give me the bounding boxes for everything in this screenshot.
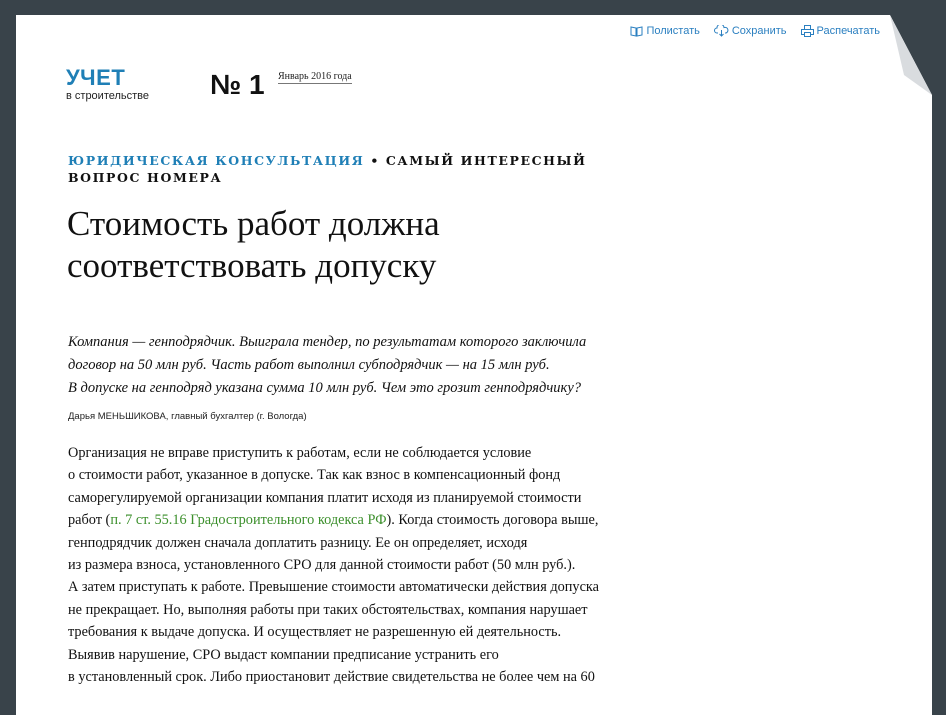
rubric-tag-line-1: САМЫЙ ИНТЕРЕСНЫЙ xyxy=(385,153,587,168)
rubric-tag-line-2: ВОПРОС НОМЕРА xyxy=(68,170,223,185)
browse-label: Полистать xyxy=(646,25,700,37)
cloud-download-icon xyxy=(714,25,729,37)
question-author: Дарья МЕНЬШИКОВА, главный бухгалтер (г. Вологда) xyxy=(68,411,307,422)
printer-icon xyxy=(801,25,814,37)
issue-date-link[interactable]: Январь 2016 года xyxy=(278,71,352,82)
body-line: генподрядчик должен сначала доплатить разницу. Ее он определяет, исходя xyxy=(68,534,528,551)
body-text: работ ( xyxy=(68,512,111,529)
toolbar xyxy=(630,25,880,37)
law-reference-link[interactable]: п. 7 ст. 55.16 Градостроительного кодекса РФ xyxy=(110,512,387,529)
body-line: требования к выдаче допуска. И осуществляет не разрешенную ей деятельность. xyxy=(68,624,562,641)
title-line-1: Стоимость работ должна xyxy=(67,204,440,243)
article-rubric xyxy=(68,152,588,186)
page-curl-corner xyxy=(890,15,932,95)
logo-title: УЧЕТ xyxy=(66,65,126,90)
body-line: Организация не вправе приступить к работам, если не соблюдается условие xyxy=(68,445,532,461)
magazine-logo[interactable] xyxy=(66,67,149,103)
body-line: А затем приступать к работе. Превышение стоимости автоматически действия допуска xyxy=(68,579,599,596)
body-line: Выявив нарушение, СРО выдаст компании предписание устранить его xyxy=(68,646,499,663)
print-label: Распечатать xyxy=(816,25,880,37)
book-icon xyxy=(630,25,643,37)
body-text: ). Когда стоимость договора выше, xyxy=(386,512,599,529)
rubric-separator: • xyxy=(364,153,386,168)
article-body xyxy=(68,442,708,688)
lead-line: договор на 50 млн руб. Часть работ выполнил субподрядчик — на 15 млн руб. xyxy=(68,357,550,373)
body-line: в установленный срок. Либо приостановит действие свидетельства не более чем на 60 xyxy=(68,669,595,686)
article-page xyxy=(16,15,932,715)
body-line xyxy=(68,509,708,531)
print-button[interactable] xyxy=(801,25,880,37)
browse-button[interactable] xyxy=(630,25,699,37)
article-lead-question xyxy=(68,331,688,400)
logo-subtitle: в строительстве xyxy=(66,90,150,102)
save-button[interactable] xyxy=(714,25,787,37)
body-line: саморегулируемой организации компания платит исходя из планируемой стоимости xyxy=(68,489,582,506)
body-line: из размера взноса, установленного СРО для данной стоимости работ (50 млн руб.). xyxy=(68,557,576,574)
lead-line: В допуске на генподряд указана сумма 10 млн руб. Чем это грозит генподрядчику? xyxy=(68,380,582,396)
lead-line: Компания — генподрядчик. Выиграла тендер, по результатам которого заключила xyxy=(68,334,587,350)
save-label: Сохранить xyxy=(731,25,787,37)
body-line: о стоимости работ, указанное в допуске. Так как взнос в компенсационный фонд xyxy=(68,467,561,484)
title-line-2: соответствовать допуску xyxy=(67,246,437,285)
issue-number: № 1 xyxy=(210,69,265,100)
body-line: не прекращает. Но, выполняя работы при таких обстоятельствах, компания нарушает xyxy=(68,601,588,618)
rubric-category[interactable]: ЮРИДИЧЕСКАЯ КОНСУЛЬТАЦИЯ xyxy=(68,153,365,168)
article-title xyxy=(67,203,627,287)
